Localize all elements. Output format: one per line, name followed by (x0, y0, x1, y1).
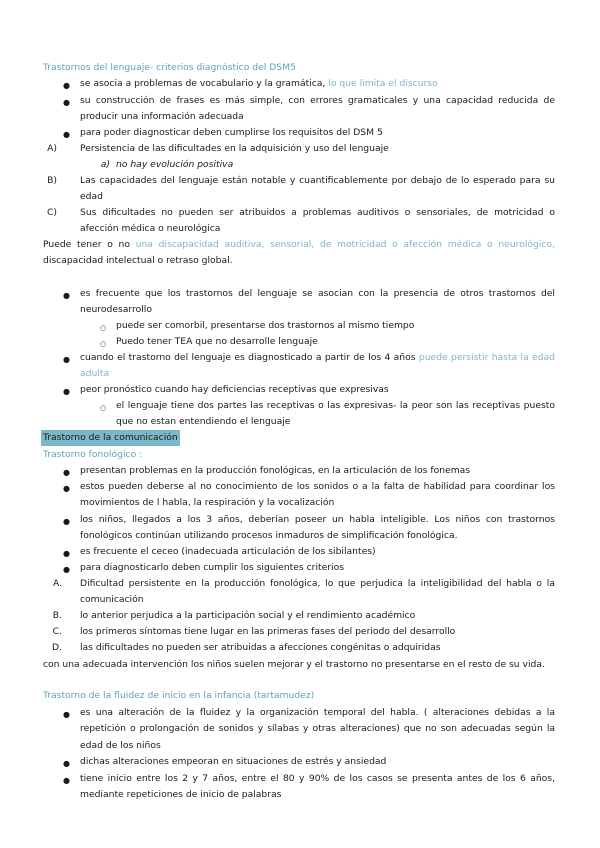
s3-bullet-3: tiene inicio entre los 2 y 7 años, entre el 80 y 90% de los casos se presenta antes de los 6 años, mediante repeticiones de inicio de palabras (80, 773, 555, 801)
s1-bullet-3: para poder diagnosticar deben cumplirse los requisitos del DSM 5 (80, 127, 383, 138)
s1-bullet-6: peor pronóstico cuando hay deficiencias receptivas que expresivas (80, 384, 389, 395)
bullet-icon: ● (63, 776, 70, 785)
bullet-icon: ● (63, 710, 70, 719)
circle-bullet-icon: ○ (100, 340, 107, 348)
marker-d: D. (52, 642, 62, 653)
s2-paragraph: con una adecuada intervención los niños suelen mejorar y el trastorno no presentarse en el resto de su vida. (43, 659, 545, 670)
marker-a: A) (47, 143, 57, 154)
s2-bullet-2: estos pueden deberse al no conocimiento de los sonidos o a la falta de habilidad para coordinar los movimientos de l habla, la respiración y la vocalización (80, 481, 555, 509)
s2-item-d: las dificultades no pueden ser atribuidas a afecciones congénitas o adquiridas (80, 642, 441, 653)
s1-item-b: Las capacidades del lenguaje están notable y cuantificablemente por debajo de lo esperado para su edad (80, 175, 555, 203)
heading-comunicacion: Trastorno de la comunicación (41, 430, 180, 446)
s1-item-a: Persistencia de las dificultades en la adquisición y uso del lenguaje (80, 143, 389, 154)
s1-sub-1: puede ser comorbil, presentarse dos trastornos al mismo tiempo (116, 320, 415, 331)
bullet-icon: ● (63, 565, 70, 574)
s2-bullet-1: presentan problemas en la producción fonológicas, en la articulación de los fonemas (80, 465, 471, 476)
s1-bullet-5: cuando el trastorno del lenguaje es diagnosticado a partir de los 4 años puede persistir hasta la edad adulta (80, 352, 555, 380)
marker-sub-a: a) (100, 159, 110, 170)
bullet-icon: ● (63, 484, 70, 493)
bullet-icon: ● (63, 759, 70, 768)
bullet-icon: ● (63, 355, 70, 364)
s1-item-c: Sus dificultades no pueden ser atribuidos a problemas auditivos o sensoriales, de motricidad o afección médica o neurológica (80, 207, 555, 235)
circle-bullet-icon: ○ (100, 324, 107, 332)
bullet-icon: ● (63, 387, 70, 396)
marker-b: B) (47, 175, 57, 186)
s1-sub-2: Puedo tener TEA que no desarrolle lenguaje (116, 336, 318, 347)
marker-c: C) (47, 207, 57, 218)
s3-bullet-2: dichas alteraciones empeoran en situaciones de estrés y ansiedad (80, 756, 387, 767)
s1-bullet-1: se asocia a problemas de vocabulario y la gramática, lo que limita el discurso (80, 78, 438, 89)
s1-sub-3: el lenguaje tiene dos partes las receptivas o las expresivas- la peor son las receptivas puesto que no estan entendiendo el lenguaje (116, 400, 555, 428)
heading-lenguaje: Trastornos del lenguaje- criterios diagnóstico del DSM5 (43, 62, 296, 73)
s3-bullet-1: es una alteración de la fluidez y la organización temporal del habla. ( alteraciones debidas a la repetición o prolongación de sonidos y sílabas y otras alteraciones) que no son adecuadas según la edad de los niños (80, 707, 555, 751)
s1-paragraph: Puede tener o no una discapacidad auditiva, sensorial, de motricidad o afección médica o neurológico, discapacidad intelectual o retraso global. (43, 239, 556, 267)
marker-a: A. (52, 578, 62, 589)
bullet-icon: ● (63, 549, 70, 558)
s2-bullet-5: para diagnosticarlo deben cumplir los siguientes criterios (80, 562, 344, 573)
s2-item-c: los primeros síntomas tiene lugar en las primeras fases del periodo del desarrollo (80, 626, 456, 637)
bullet-icon: ● (63, 468, 70, 477)
s2-bullet-3: los niños, llegados a los 3 años, deberían poseer un habla inteligible. Los niños con trastornos fonológicos continúan utilizando procesos inmaduros de simplificación fonológica. (80, 514, 555, 542)
subheading-fluidez: Trastorno de la fluidez de inicio en la infancia (tartamudez) (43, 690, 315, 701)
s2-bullet-4: es frecuente el ceceo (inadecuada articulación de los sibilantes) (80, 546, 376, 557)
bullet-icon: ● (63, 291, 70, 300)
bullet-icon: ● (63, 81, 70, 90)
bullet-icon: ● (63, 98, 70, 107)
s1-bullet-2: su construcción de frases es más simple, con errores gramaticales y una capacidad reducida de producir una información adecuada (80, 95, 555, 123)
s2-item-b: lo anterior perjudica a la participación social y el rendimiento académico (80, 610, 416, 621)
marker-c: C. (52, 626, 62, 637)
s1-item-a-sub: no hay evolución positiva (116, 159, 234, 170)
circle-bullet-icon: ○ (100, 404, 107, 412)
marker-b: B. (52, 610, 62, 621)
subheading-fonologico: Trastorno fonológico : (43, 449, 143, 460)
bullet-icon: ● (63, 517, 70, 526)
bullet-icon: ● (63, 130, 70, 139)
s2-item-a: Dificultad persistente en la producción fonológica, lo que perjudica la inteligibilidad del habla o la comunicación (80, 578, 555, 606)
s1-bullet-4: es frecuente que los trastornos del lenguaje se asocian con la presencia de otros trastornos del neurodesarrollo (80, 288, 555, 316)
